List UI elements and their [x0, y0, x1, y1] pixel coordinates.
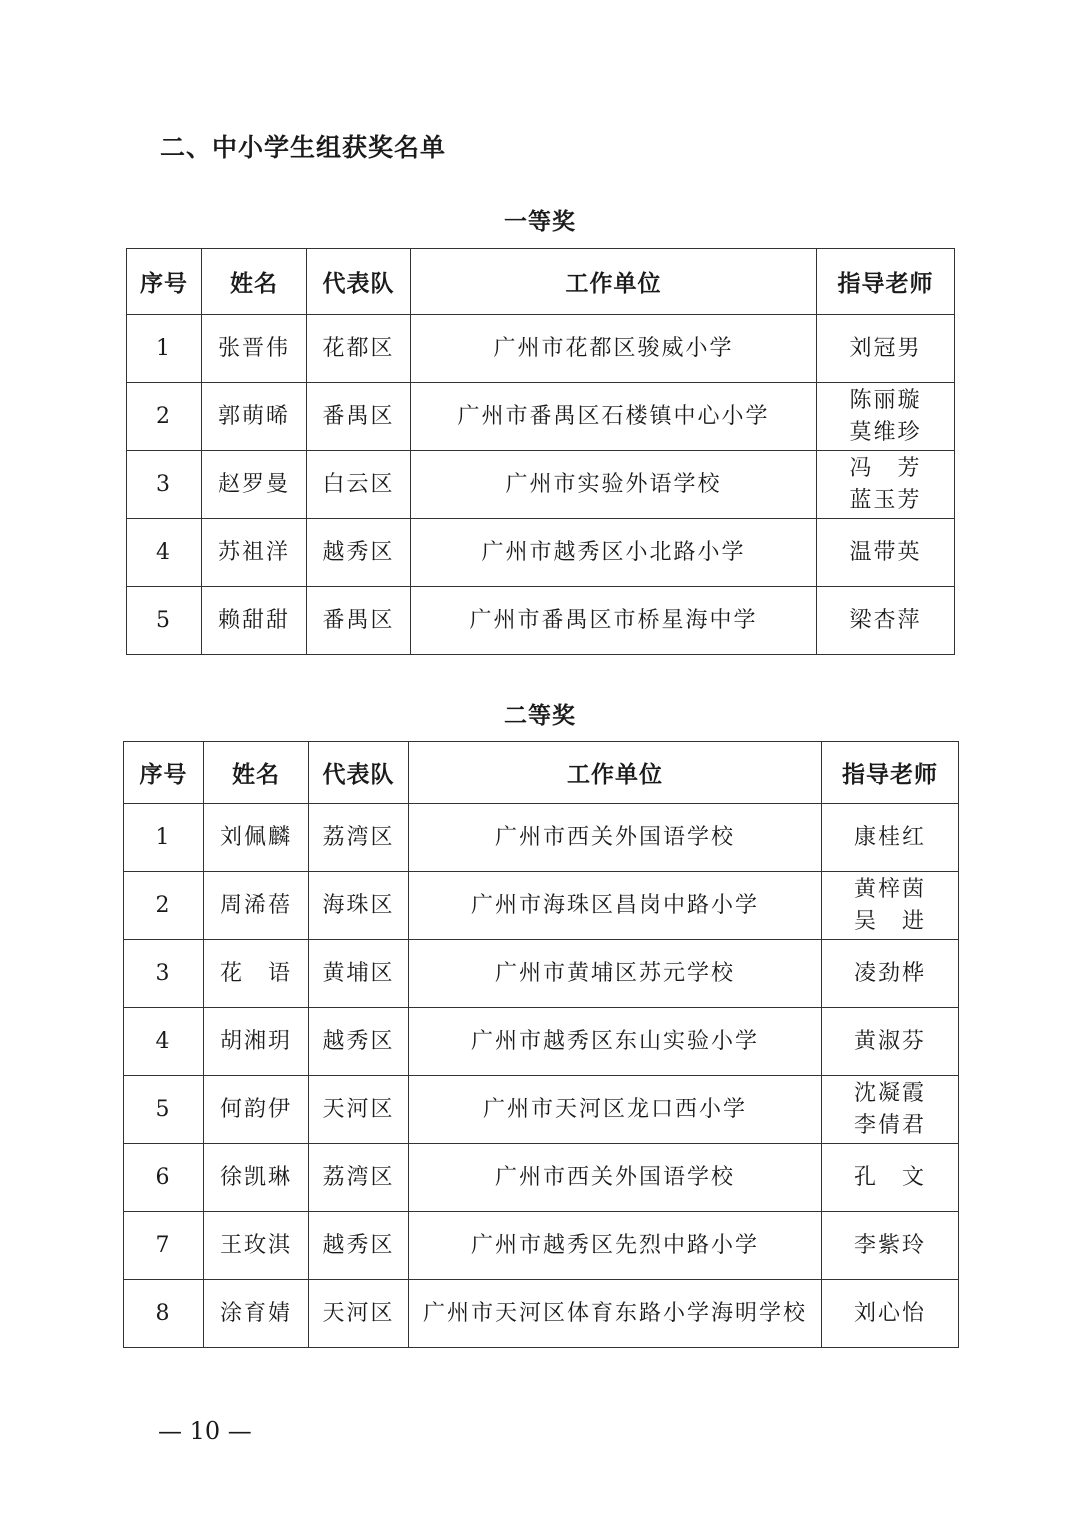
cell-team: 黄埔区 [309, 940, 409, 1008]
teacher-name: 陈丽璇 [849, 387, 922, 413]
cell-no: 7 [124, 1212, 204, 1280]
cell-teacher [822, 804, 959, 872]
table-row [124, 940, 959, 1008]
teacher-name: 蓝玉芳 [849, 487, 922, 513]
cell-teacher [817, 519, 955, 587]
cell-no: 6 [124, 1144, 204, 1212]
table-header-row [124, 742, 959, 804]
table-row [127, 451, 955, 519]
cell-teacher [817, 587, 955, 655]
column-header-team: 代表队 [307, 249, 411, 315]
table-row [127, 383, 955, 451]
cell-name: 赖甜甜 [202, 587, 307, 655]
second-prize-table [123, 741, 959, 1348]
column-header-teacher: 指导老师 [822, 742, 959, 804]
cell-no: 8 [124, 1280, 204, 1348]
cell-teacher [822, 1076, 959, 1144]
teacher-name: 刘心怡 [853, 1300, 926, 1326]
cell-team: 越秀区 [307, 519, 411, 587]
cell-unit: 广州市花都区骏威小学 [411, 315, 817, 383]
cell-team: 花都区 [307, 315, 411, 383]
column-header-no: 序号 [127, 249, 202, 315]
cell-no: 4 [124, 1008, 204, 1076]
first-prize-heading: 一等奖 [504, 209, 576, 235]
cell-teacher [817, 451, 955, 519]
cell-team: 越秀区 [309, 1008, 409, 1076]
cell-name: 刘佩麟 [204, 804, 309, 872]
cell-no: 3 [127, 451, 202, 519]
teacher-name: 冯 芳 [849, 455, 922, 481]
cell-team: 番禺区 [307, 383, 411, 451]
cell-name: 花 语 [204, 940, 309, 1008]
teacher-name: 孔 文 [853, 1164, 926, 1190]
cell-teacher [822, 1280, 959, 1348]
cell-name: 王玫淇 [204, 1212, 309, 1280]
cell-teacher [817, 383, 955, 451]
teacher-name: 沈凝霞 [853, 1080, 926, 1106]
table-row [124, 872, 959, 940]
table-header-row [127, 249, 955, 315]
teacher-name: 莫维珍 [849, 419, 922, 445]
cell-name: 张晋伟 [202, 315, 307, 383]
cell-team: 荔湾区 [309, 804, 409, 872]
cell-no: 2 [127, 383, 202, 451]
cell-name: 赵罗曼 [202, 451, 307, 519]
table-row [124, 1144, 959, 1212]
cell-no: 4 [127, 519, 202, 587]
column-header-name: 姓名 [204, 742, 309, 804]
cell-team: 海珠区 [309, 872, 409, 940]
cell-name: 胡湘玥 [204, 1008, 309, 1076]
cell-unit: 广州市实验外语学校 [411, 451, 817, 519]
column-header-unit: 工作单位 [409, 742, 822, 804]
cell-team: 天河区 [309, 1280, 409, 1348]
cell-name: 何韵伊 [204, 1076, 309, 1144]
table-row [124, 1008, 959, 1076]
teacher-name: 黄梓茵 [853, 876, 926, 902]
cell-unit: 广州市西关外国语学校 [409, 1144, 822, 1212]
table-row [124, 1212, 959, 1280]
cell-no: 5 [127, 587, 202, 655]
teacher-name: 梁杏萍 [849, 607, 922, 633]
cell-team: 荔湾区 [309, 1144, 409, 1212]
cell-no: 1 [124, 804, 204, 872]
column-header-no: 序号 [124, 742, 204, 804]
cell-teacher [822, 1144, 959, 1212]
cell-unit: 广州市番禺区市桥星海中学 [411, 587, 817, 655]
cell-name: 苏祖洋 [202, 519, 307, 587]
table-row [124, 804, 959, 872]
page-number: — 10 — [158, 1417, 252, 1445]
cell-unit: 广州市西关外国语学校 [409, 804, 822, 872]
first-prize-table [126, 248, 955, 655]
column-header-team: 代表队 [309, 742, 409, 804]
cell-unit: 广州市天河区龙口西小学 [409, 1076, 822, 1144]
cell-no: 1 [127, 315, 202, 383]
teacher-name: 凌劲桦 [853, 960, 926, 986]
teacher-name: 康桂红 [853, 824, 926, 850]
second-prize-heading: 二等奖 [504, 703, 576, 729]
cell-name: 周浠蓓 [204, 872, 309, 940]
cell-teacher [822, 940, 959, 1008]
cell-no: 2 [124, 872, 204, 940]
cell-unit: 广州市天河区体育东路小学海明学校 [409, 1280, 822, 1348]
cell-team: 天河区 [309, 1076, 409, 1144]
cell-teacher [822, 1212, 959, 1280]
table-row [127, 315, 955, 383]
cell-unit: 广州市越秀区东山实验小学 [409, 1008, 822, 1076]
cell-team: 越秀区 [309, 1212, 409, 1280]
cell-teacher [822, 872, 959, 940]
cell-unit: 广州市越秀区先烈中路小学 [409, 1212, 822, 1280]
teacher-name: 李紫玲 [853, 1232, 926, 1258]
table-row [127, 587, 955, 655]
cell-team: 白云区 [307, 451, 411, 519]
cell-unit: 广州市黄埔区苏元学校 [409, 940, 822, 1008]
cell-teacher [822, 1008, 959, 1076]
table-row [124, 1280, 959, 1348]
cell-unit: 广州市番禺区石楼镇中心小学 [411, 383, 817, 451]
table-row [127, 519, 955, 587]
column-header-name: 姓名 [202, 249, 307, 315]
cell-name: 郭萌晞 [202, 383, 307, 451]
cell-no: 3 [124, 940, 204, 1008]
cell-teacher [817, 315, 955, 383]
cell-no: 5 [124, 1076, 204, 1144]
cell-unit: 广州市海珠区昌岗中路小学 [409, 872, 822, 940]
table-row [124, 1076, 959, 1144]
cell-team: 番禺区 [307, 587, 411, 655]
teacher-name: 黄淑芬 [853, 1028, 926, 1054]
column-header-unit: 工作单位 [411, 249, 817, 315]
column-header-teacher: 指导老师 [817, 249, 955, 315]
cell-unit: 广州市越秀区小北路小学 [411, 519, 817, 587]
teacher-name: 刘冠男 [849, 335, 922, 361]
section-title: 二、中小学生组获奖名单 [160, 133, 447, 162]
cell-name: 徐凯琳 [204, 1144, 309, 1212]
cell-name: 涂育婧 [204, 1280, 309, 1348]
teacher-name: 李倩君 [853, 1112, 926, 1138]
teacher-name: 温带英 [849, 539, 922, 565]
teacher-name: 吴 进 [853, 908, 926, 934]
